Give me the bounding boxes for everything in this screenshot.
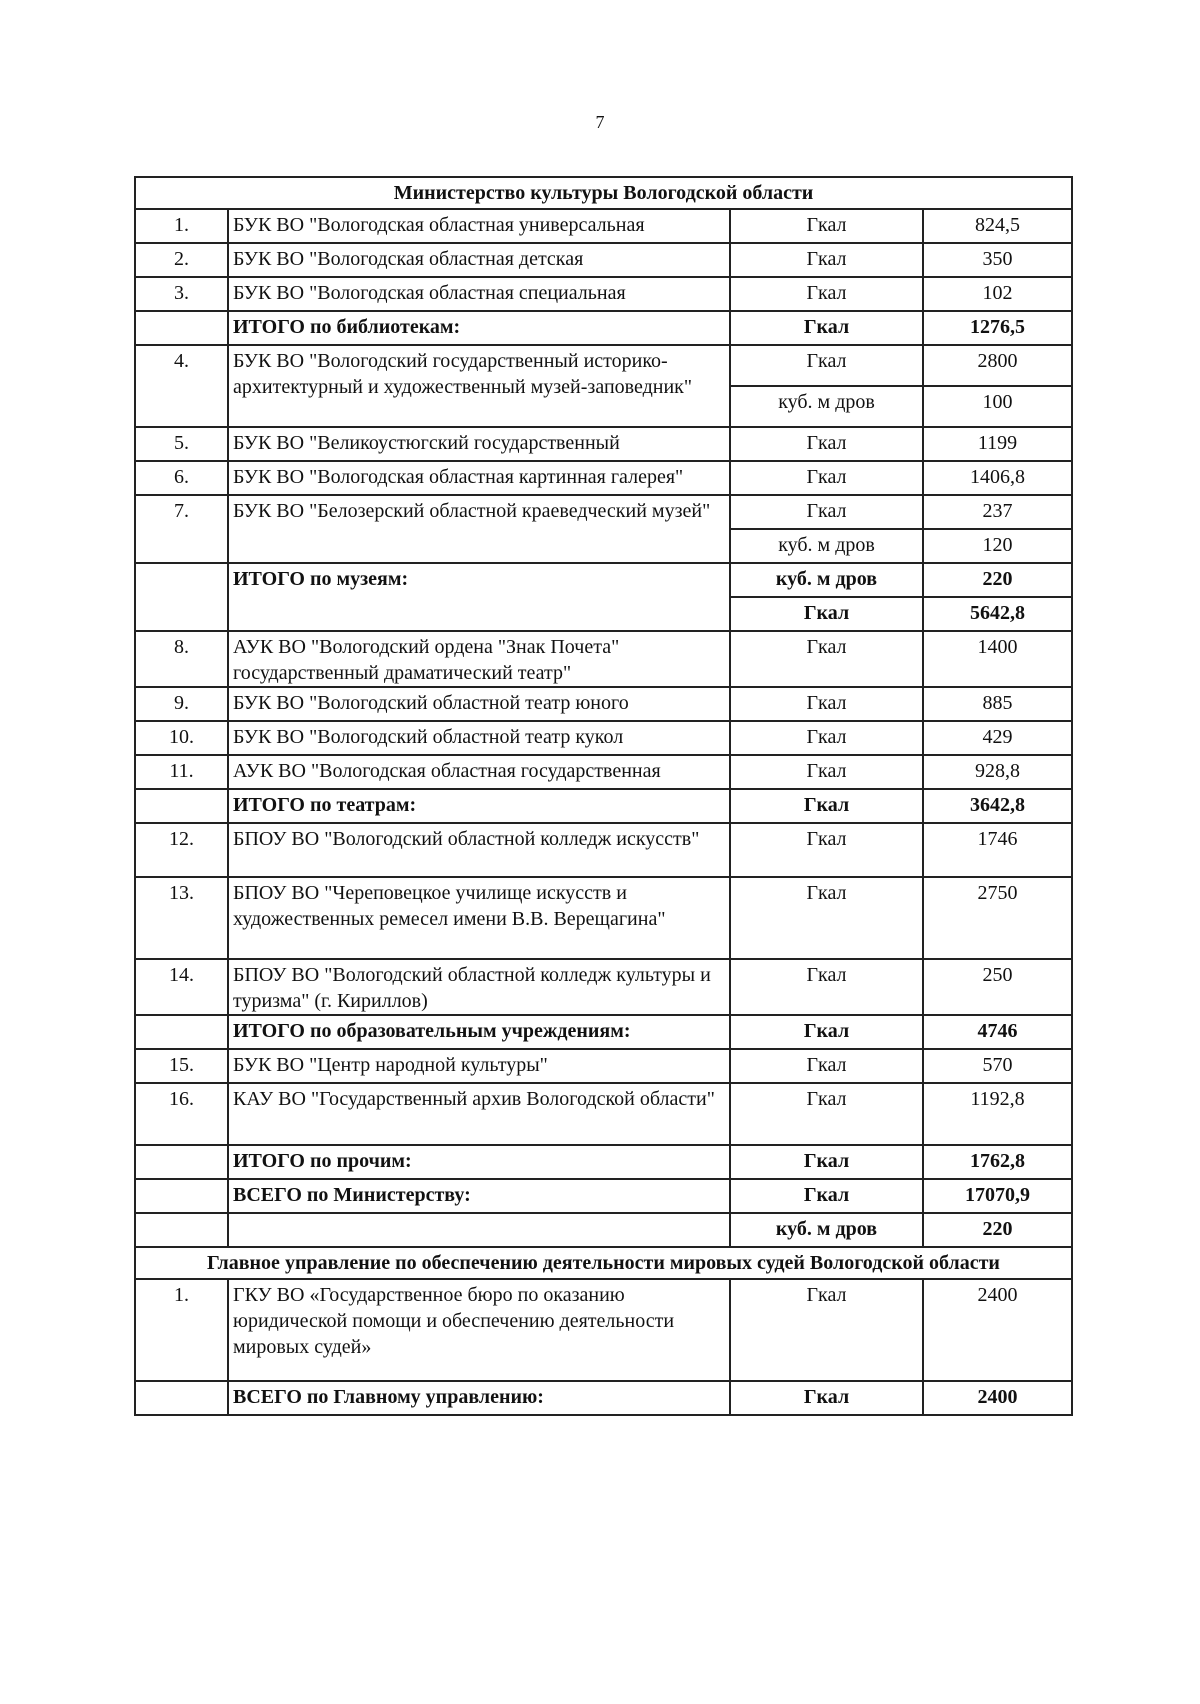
institution-name: ВСЕГО по Министерству: <box>229 1180 731 1212</box>
institution-name: АУК ВО "Вологодская областная государственная <box>229 756 731 788</box>
consumption-value: 1406,8 <box>970 466 1025 488</box>
unit-cell <box>731 1084 924 1144</box>
unit-cell <box>731 878 924 958</box>
unit-cell <box>731 278 924 310</box>
table-row <box>134 1212 1073 1246</box>
unit-cell <box>731 496 924 562</box>
unit-label: Гкал <box>806 636 847 658</box>
institution-name: БУК ВО "Вологодский государственный историко-архитектурный и художественный музей-заповедник" <box>229 346 731 426</box>
unit-cell <box>731 824 924 876</box>
institution-name: ВСЕГО по Главному управлению: <box>229 1382 731 1414</box>
row-number: 4. <box>136 346 229 426</box>
unit-cell <box>731 688 924 720</box>
institution-name: БУК ВО "Вологодская областная специальная <box>229 278 731 310</box>
unit-label: Гкал <box>803 316 850 338</box>
unit-label: Гкал <box>803 1020 850 1042</box>
table-row <box>134 876 1073 958</box>
row-number: 14. <box>136 960 229 1014</box>
institution-name: БУК ВО "Вологодский областной театр юного <box>229 688 731 720</box>
unit-label: Гкал <box>731 596 922 630</box>
value-cell <box>924 462 1071 494</box>
value-cell <box>924 878 1071 958</box>
row-number <box>136 1016 229 1048</box>
consumption-value: 1762,8 <box>970 1150 1025 1172</box>
unit-label: Гкал <box>806 248 847 270</box>
unit-label: Гкал <box>806 214 847 236</box>
consumption-value: 824,5 <box>975 214 1020 236</box>
consumption-value: 2800 <box>977 350 1018 372</box>
unit-label: Гкал <box>806 726 847 748</box>
institution-name: ИТОГО по образовательным учреждениям: <box>229 1016 731 1048</box>
row-number: 1. <box>136 210 229 242</box>
value-cell <box>924 312 1071 344</box>
institution-name: БУК ВО "Вологодская областная универсальная <box>229 210 731 242</box>
table-row <box>134 426 1073 460</box>
table-row <box>134 720 1073 754</box>
value-cell <box>924 346 1071 426</box>
unit-cell <box>731 1214 924 1246</box>
unit-label: куб. м дров <box>731 385 922 426</box>
unit-cell <box>731 960 924 1014</box>
unit-cell <box>731 210 924 242</box>
consumption-value: 120 <box>924 528 1071 562</box>
consumption-value: 5642,8 <box>924 596 1071 630</box>
institution-name <box>229 1214 731 1246</box>
institution-name: ИТОГО по театрам: <box>229 790 731 822</box>
section-title: Министерство культуры Вологодской области <box>134 176 1073 208</box>
value-cell <box>924 1084 1071 1144</box>
unit-label: Гкал <box>803 1150 850 1172</box>
value-cell <box>924 756 1071 788</box>
table-row <box>134 1178 1073 1212</box>
unit-label: Гкал <box>806 1088 847 1110</box>
institution-name: БУК ВО "Центр народной культуры" <box>229 1050 731 1082</box>
unit-label: Гкал <box>806 350 847 372</box>
unit-cell <box>731 1050 924 1082</box>
table-row <box>134 630 1073 686</box>
consumption-value: 220 <box>982 568 1013 590</box>
table-row <box>134 494 1073 562</box>
unit-label: Гкал <box>806 466 847 488</box>
institution-name: БУК ВО "Вологодская областная картинная галерея" <box>229 462 731 494</box>
consumption-value: 1276,5 <box>970 316 1025 338</box>
consumption-value: 250 <box>982 964 1013 986</box>
value-cell <box>924 824 1071 876</box>
institution-name: БПОУ ВО "Вологодский областной колледж культуры и туризма" (г. Кириллов) <box>229 960 731 1014</box>
unit-label: Гкал <box>803 1184 850 1206</box>
table-row <box>134 1278 1073 1380</box>
row-number: 15. <box>136 1050 229 1082</box>
unit-cell <box>731 1180 924 1212</box>
consumption-value: 2400 <box>977 1386 1018 1408</box>
consumption-value: 1746 <box>977 828 1018 850</box>
table-row <box>134 1082 1073 1144</box>
value-cell <box>924 960 1071 1014</box>
value-cell <box>924 496 1071 562</box>
unit-label: Гкал <box>806 760 847 782</box>
unit-label: Гкал <box>806 1284 847 1306</box>
unit-label: куб. м дров <box>775 1218 878 1240</box>
row-number: 2. <box>136 244 229 276</box>
row-number <box>136 790 229 822</box>
table-row <box>134 242 1073 276</box>
table-row <box>134 958 1073 1014</box>
institution-name: БУК ВО "Вологодский областной театр кукол <box>229 722 731 754</box>
value-cell <box>924 564 1071 630</box>
table-row <box>134 754 1073 788</box>
row-number: 16. <box>136 1084 229 1144</box>
unit-cell <box>731 722 924 754</box>
unit-cell <box>731 428 924 460</box>
table-row <box>134 822 1073 876</box>
table-row <box>134 1014 1073 1048</box>
value-cell <box>924 244 1071 276</box>
unit-label: куб. м дров <box>775 568 878 590</box>
consumption-value: 1199 <box>977 432 1018 454</box>
value-cell <box>924 1382 1071 1414</box>
row-number: 6. <box>136 462 229 494</box>
value-cell <box>924 632 1071 686</box>
value-cell <box>924 1214 1071 1246</box>
consumption-value: 2400 <box>977 1284 1018 1306</box>
institution-name: ИТОГО по прочим: <box>229 1146 731 1178</box>
unit-label: Гкал <box>806 432 847 454</box>
value-cell <box>924 1016 1071 1048</box>
institution-name: БУК ВО "Великоустюгский государственный <box>229 428 731 460</box>
row-number: 13. <box>136 878 229 958</box>
consumption-value: 2750 <box>977 882 1018 904</box>
table-row <box>134 276 1073 310</box>
institution-name: БПОУ ВО "Вологодский областной колледж искусств" <box>229 824 731 876</box>
value-cell <box>924 278 1071 310</box>
unit-cell <box>731 244 924 276</box>
unit-cell <box>731 346 924 426</box>
table-row <box>134 460 1073 494</box>
consumption-value: 237 <box>982 500 1013 522</box>
unit-cell <box>731 312 924 344</box>
table-row <box>134 1048 1073 1082</box>
unit-cell <box>731 790 924 822</box>
value-cell <box>924 210 1071 242</box>
unit-cell <box>731 462 924 494</box>
institution-name: ИТОГО по библиотекам: <box>229 312 731 344</box>
consumption-value: 928,8 <box>975 760 1020 782</box>
unit-label: Гкал <box>806 882 847 904</box>
value-cell <box>924 722 1071 754</box>
unit-cell <box>731 1382 924 1414</box>
institution-name: БУК ВО "Белозерский областной краеведческий музей" <box>229 496 731 562</box>
value-cell <box>924 1050 1071 1082</box>
row-number <box>136 1214 229 1246</box>
unit-cell <box>731 1016 924 1048</box>
unit-cell <box>731 1280 924 1380</box>
unit-label: Гкал <box>806 828 847 850</box>
value-cell <box>924 1280 1071 1380</box>
table-row <box>134 788 1073 822</box>
value-cell <box>924 1146 1071 1178</box>
row-number: 5. <box>136 428 229 460</box>
row-number <box>136 1146 229 1178</box>
row-number: 11. <box>136 756 229 788</box>
institution-name: ИТОГО по музеям: <box>229 564 731 630</box>
institution-name: АУК ВО "Вологодский ордена "Знак Почета" государственный драматический театр" <box>229 632 731 686</box>
row-number: 12. <box>136 824 229 876</box>
unit-label: Гкал <box>806 1054 847 1076</box>
page-number: 7 <box>595 112 605 132</box>
value-cell <box>924 1180 1071 1212</box>
table-row <box>134 562 1073 630</box>
row-number <box>136 312 229 344</box>
row-number <box>136 564 229 630</box>
institution-name: КАУ ВО "Государственный архив Вологодской области" <box>229 1084 731 1144</box>
row-number <box>136 1382 229 1414</box>
unit-label: Гкал <box>806 964 847 986</box>
table-row <box>134 208 1073 242</box>
table-row <box>134 344 1073 426</box>
institution-name: БУК ВО "Вологодская областная детская <box>229 244 731 276</box>
institution-name: ГКУ ВО «Государственное бюро по оказанию юридической помощи и обеспечению деятельности мировых судей» <box>229 1280 731 1380</box>
section-title: Главное управление по обеспечению деятельности мировых судей Вологодской области <box>134 1246 1073 1278</box>
unit-cell <box>731 1146 924 1178</box>
unit-label: Гкал <box>806 692 847 714</box>
consumption-value: 350 <box>982 248 1013 270</box>
institution-name: БПОУ ВО "Череповецкое училище искусств и художественных ремесел имени В.В. Верещагина" <box>229 878 731 958</box>
unit-label: Гкал <box>803 1386 850 1408</box>
unit-label: Гкал <box>806 282 847 304</box>
row-number: 10. <box>136 722 229 754</box>
unit-label: куб. м дров <box>731 528 922 562</box>
consumption-value: 220 <box>982 1218 1013 1240</box>
row-number: 1. <box>136 1280 229 1380</box>
table-row <box>134 686 1073 720</box>
unit-cell <box>731 756 924 788</box>
row-number: 3. <box>136 278 229 310</box>
table-row <box>134 310 1073 344</box>
consumption-value: 17070,9 <box>965 1184 1030 1206</box>
consumption-value: 3642,8 <box>970 794 1025 816</box>
row-number: 7. <box>136 496 229 562</box>
row-number <box>136 1180 229 1212</box>
consumption-value: 1192,8 <box>970 1088 1025 1110</box>
consumption-value: 1400 <box>977 636 1018 658</box>
value-cell <box>924 688 1071 720</box>
unit-cell <box>731 564 924 630</box>
table-row <box>134 1380 1073 1416</box>
consumption-value: 885 <box>982 692 1013 714</box>
unit-cell <box>731 632 924 686</box>
heating-consumption-table <box>134 176 1073 1416</box>
consumption-value: 102 <box>982 282 1013 304</box>
consumption-value: 4746 <box>977 1020 1018 1042</box>
unit-label: Гкал <box>806 500 847 522</box>
unit-label: Гкал <box>803 794 850 816</box>
row-number: 9. <box>136 688 229 720</box>
consumption-value: 100 <box>924 385 1071 426</box>
consumption-value: 429 <box>982 726 1013 748</box>
row-number: 8. <box>136 632 229 686</box>
value-cell <box>924 428 1071 460</box>
consumption-value: 570 <box>982 1054 1013 1076</box>
value-cell <box>924 790 1071 822</box>
table-row <box>134 1144 1073 1178</box>
